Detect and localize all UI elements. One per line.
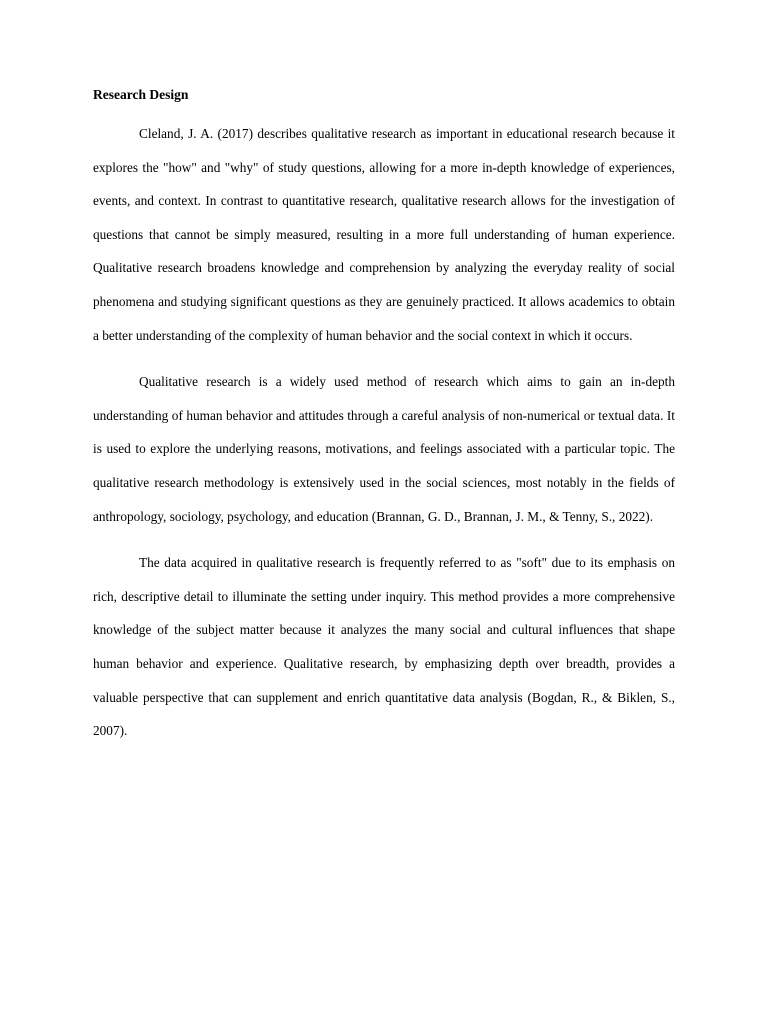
paragraph-1: Cleland, J. A. (2017) describes qualitative research as important in educational research because it explores the "how" and "why" of study questions, allowing for a more in-depth knowledge of experiences, events, and context. In contrast to quantitative research, qualitative research allows for the investigation of questions that cannot be simply measured, resulting in a more full understanding of human experience. Qualitative research broadens knowledge and comprehension by analyzing the everyday reality of social phenomena and studying significant questions as they are genuinely practiced. It allows academics to obtain a better understanding of the complexity of human behavior and the social context in which it occurs.: [93, 126, 675, 343]
paragraph-3: The data acquired in qualitative research is frequently referred to as "soft" due to its emphasis on rich, descriptive detail to illuminate the setting under inquiry. This method provides a more comprehensive knowledge of the subject matter because it analyzes the many social and cultural influences that shape human behavior and experience. Qualitative research, by emphasizing depth over breadth, provides a valuable perspective that can supplement and enrich quantitative data analysis (Bogdan, R., & Biklen, S., 2007).: [93, 555, 675, 739]
section-heading: Research Design: [93, 87, 189, 102]
paragraph-2: Qualitative research is a widely used method of research which aims to gain an in-depth understanding of human behavior and attitudes through a careful analysis of non-numerical or textual data. It is used to explore the underlying reasons, motivations, and feelings associated with a particular topic. The qualitative research methodology is extensively used in the social sciences, most notably in the fields of anthropology, sociology, psychology, and education (Brannan, G. D., Brannan, J. M., & Tenny, S., 2022).: [93, 374, 675, 524]
